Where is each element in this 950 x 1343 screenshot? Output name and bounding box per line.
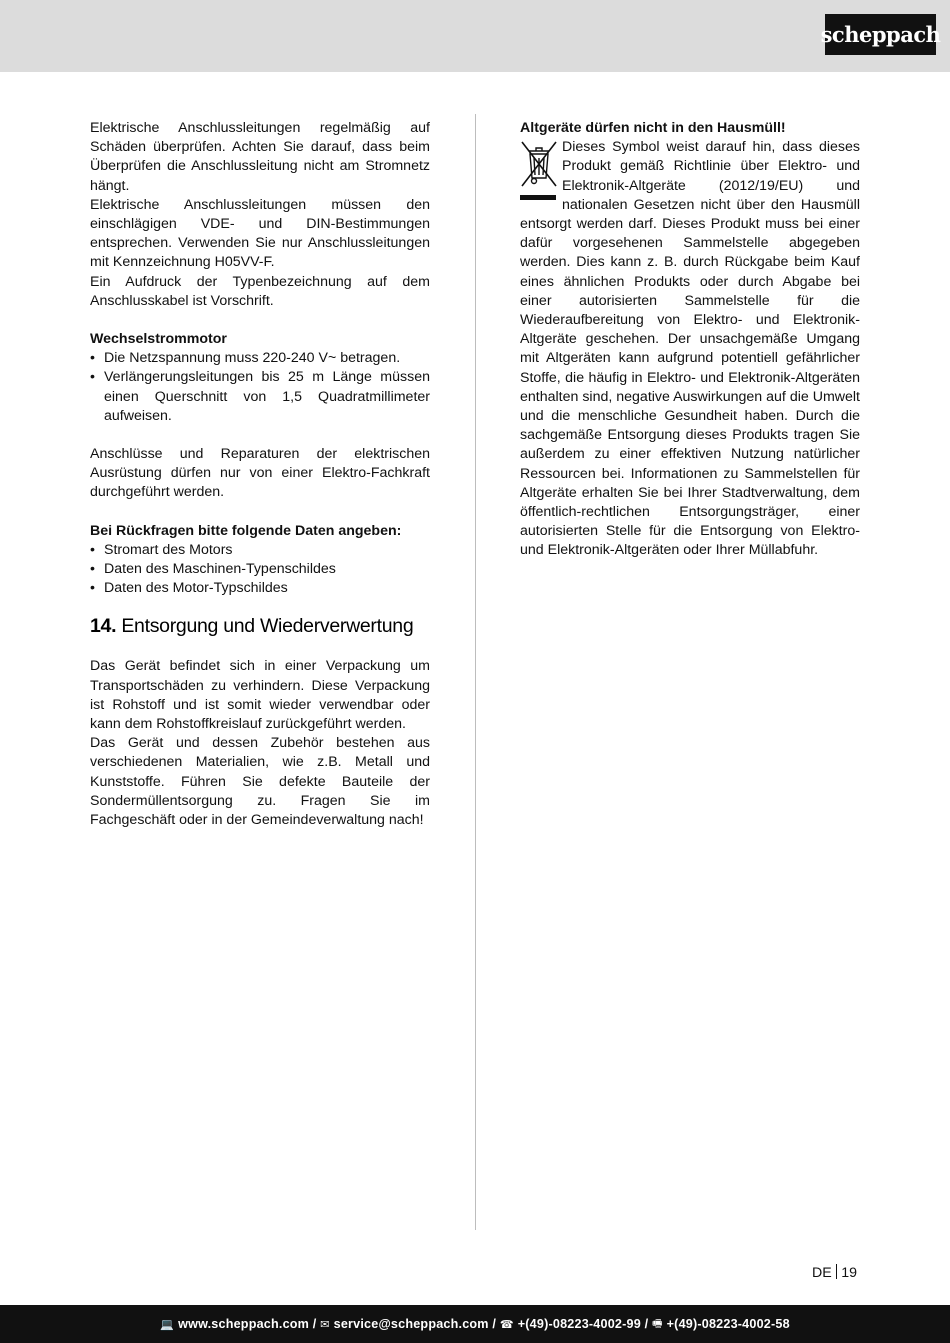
motor-list: [90, 349, 430, 426]
footer-separator: /: [492, 1317, 497, 1331]
paragraph: Anschlüsse und Reparaturen der elektrischen Ausrüstung dürfen nur von einer Elektro-Fachkraft durchgeführt werden.: [90, 446, 430, 501]
mail-icon: ✉: [320, 1317, 330, 1331]
footer-fax: +(49)-08223-4002-58: [666, 1317, 790, 1331]
list-item: • Daten des Motor-Typschildes: [90, 579, 430, 598]
paragraph: Elektrische Anschlussleitungen müssen den einschlägigen VDE- und DIN-Bestimmungen entsprechen. Verwenden Sie nur Anschlussleitungen mit Kennzeichnung H05VV-F.: [90, 196, 430, 271]
footer-separator: /: [644, 1317, 649, 1331]
footer-bar: [0, 1305, 950, 1343]
paragraph: Ein Aufdruck der Typenbezeichnung auf dem Anschlusskabel ist Vorschrift.: [90, 273, 430, 309]
list-item: • Stromart des Motors: [90, 541, 430, 560]
motor-heading: Wechselstrommotor: [90, 331, 227, 348]
computer-icon: 💻: [160, 1317, 175, 1331]
disposal-text: Dieses Symbol weist darauf hin, dass dieses Produkt gemäß Richtlinie über Elektro- und Elektronik-Altgeräte (2012/19/EU) und nationalen Gesetzen nicht über den Hausmüll entsorgt werden darf. Dieses Produkt muss bei einer dafür vorgesehenen Sammelstelle abgegeben werden. Dies kann z. B. durch Rückgabe beim Kauf eines ähnlichen Produkts oder durch Abgabe bei einer autorisierten Sammelstelle für die Wiederaufbereitung von Elektro- und Elektronik- Altgeräte geschehen. Der unsachgemäße Umgang mit Altgeräten kann aufgrund potentiell gefährlicher Stoffe, die häufig in Elektro- und Elektronik-Altgeräten enthalten sind, negative Auswirkungen auf die Umwelt und die menschliche Gesundheit haben. Durch die sachgemäße Entsorgung dieses Produkts tragen Sie außerdem zu einer effektiven Nutzung natürlicher Ressourcen bei. Informationen zu Sammelstellen für Altgeräte erhalten Sie bei Ihrer Stadtverwaltung, dem öffentlich-rechtlichen Entsorgungsträger, einer autorisierten Stelle für die Entsorgung von Elektro- und Elektronik-Altgeräten oder Ihrer Müllabfuhr.: [520, 139, 860, 559]
data-heading: Bei Rückfragen bitte folgende Daten angeben:: [90, 522, 402, 539]
phone-icon: ☎: [499, 1317, 514, 1331]
list-item: • Die Netzspannung muss 220-240 V~ betragen.: [90, 349, 430, 368]
language-code: DE: [812, 1265, 832, 1281]
list-item: • Daten des Maschinen-Typenschildes: [90, 560, 430, 579]
paragraph: Das Gerät befindet sich in einer Verpackung um Transportschäden zu verhindern. Diese Verpackung ist Rohstoff und ist somit wieder verwendbar oder kann dem Rohstoffkreislauf zurückgeführt werden.: [90, 658, 430, 733]
paragraph: Das Gerät und dessen Zubehör bestehen aus verschiedenen Materialien, wie z.B. Metall und Kunststoffe. Führen Sie defekte Bauteile der Sondermüllentsorgung zu. Fragen Sie im Fachgeschäft oder in der Gemeindeverwaltung nach!: [90, 735, 430, 829]
scheppach-logo: [820, 14, 941, 55]
header-bar: [0, 0, 950, 72]
section-title: Entsorgung und Wiederverwertung: [121, 615, 414, 638]
left-column: [90, 119, 430, 830]
column-divider: [475, 114, 476, 1230]
footer-website[interactable]: www.scheppach.com: [178, 1317, 310, 1331]
page-number-value: 19: [841, 1265, 857, 1281]
section-heading: [90, 614, 430, 638]
section-number: 14.: [90, 615, 117, 638]
footer-separator: /: [312, 1317, 317, 1331]
disposal-heading: Altgeräte dürfen nicht in den Hausmüll!: [520, 120, 786, 136]
crossed-out-wheelie-bin-icon: [520, 140, 558, 202]
paragraph: Elektrische Anschlussleitungen regelmäßig auf Schäden überprüfen. Achten Sie darauf, dass beim Überprüfen die Anschlussleitung nicht am Stromnetz hängt.: [90, 120, 430, 194]
logo-text: scheppach: [820, 22, 941, 47]
data-list: [90, 541, 430, 599]
fax-icon: 🖷: [652, 1316, 663, 1330]
footer-email[interactable]: service@scheppach.com: [333, 1317, 489, 1331]
list-item: • Verlängerungsleitungen bis 25 m Länge müssen einen Querschnitt von 1,5 Quadratmillimeter aufweisen.: [90, 368, 430, 426]
page-number: [812, 1264, 857, 1281]
right-column: [520, 119, 860, 561]
footer-phone: +(49)-08223-4002-99: [517, 1317, 641, 1331]
